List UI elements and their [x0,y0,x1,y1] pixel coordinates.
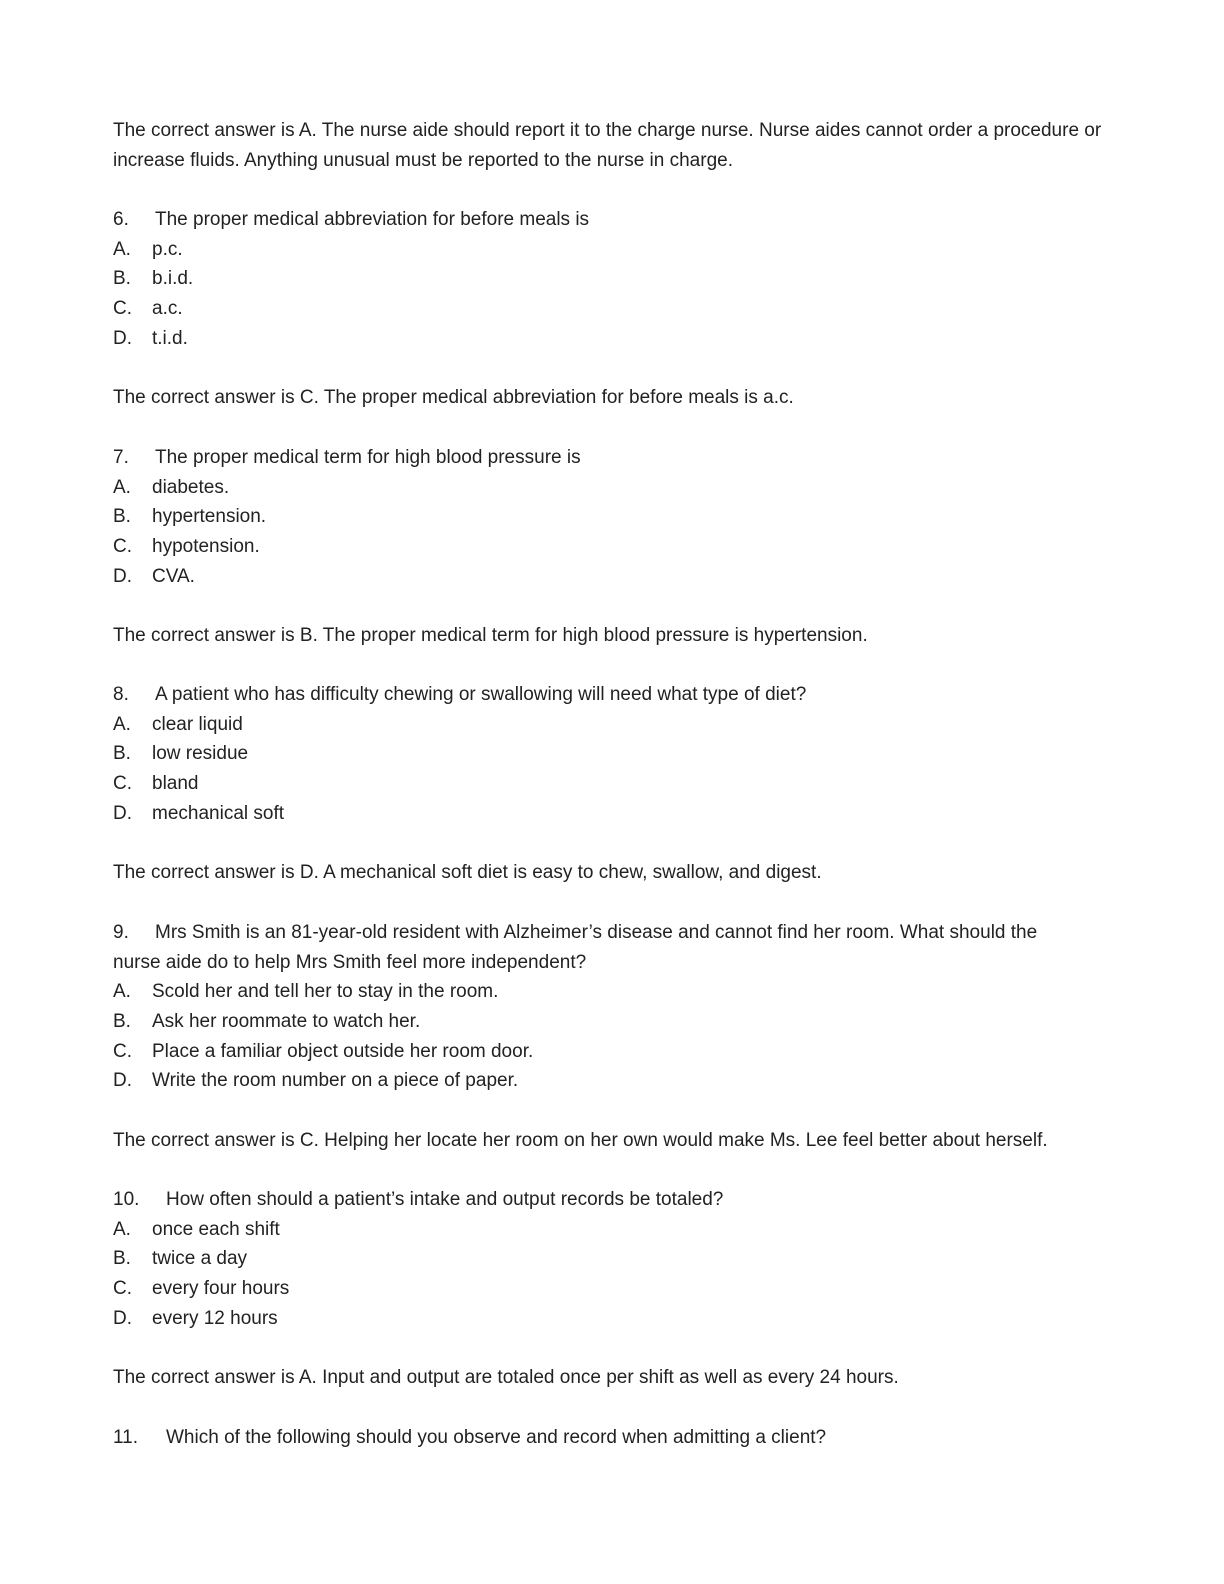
option-letter: B. [113,1248,131,1270]
question-11 [113,1423,1103,1453]
option-text: a.c. [152,298,183,320]
option-letter: B. [113,268,131,290]
option-text: p.c. [152,238,183,260]
question-stem [113,443,1103,473]
question-6 [113,205,1103,353]
question-stem [113,1185,1103,1215]
question-number: 8. [113,684,129,705]
answer-explanation-6: The correct answer is C. The proper medical abbreviation for before meals is a.c. [113,387,794,408]
option-text: mechanical soft [152,802,285,824]
question-number: 10. [113,1189,140,1210]
option-b [113,1244,1103,1274]
question-number: 7. [113,447,129,468]
answer-explanation-9: The correct answer is C. Helping her locate her room on her own would make Ms. Lee feel better about herself. [113,1130,1048,1151]
option-letter: D. [113,327,132,349]
option-text: hypotension. [152,536,260,558]
option-letter: D. [113,802,132,824]
option-text: Place a familiar object outside her room door. [152,1040,534,1062]
option-text: t.i.d. [152,327,188,349]
option-b [113,502,1103,532]
option-text: diabetes. [152,476,230,498]
option-text: Ask her roommate to watch her. [152,1011,421,1033]
option-letter: A. [113,1218,131,1240]
question-text-continued: nurse aide do to help Mrs Smith feel more independent? [113,951,587,973]
question-text: The proper medical abbreviation for before meals is [155,209,590,230]
option-text: low residue [152,743,249,765]
question-7 [113,443,1103,591]
option-b [113,739,1103,769]
option-text: once each shift [152,1218,280,1240]
option-letter: C. [113,773,132,795]
question-number: 9. [113,922,129,943]
option-d [113,1066,1103,1096]
option-text: hypertension. [152,506,267,528]
option-d [113,1304,1103,1334]
option-letter: A. [113,476,131,498]
option-c [113,769,1103,799]
option-d [113,324,1103,354]
option-a [113,1215,1103,1245]
question-text: The proper medical term for high blood pressure is [155,447,581,468]
option-text: Scold her and tell her to stay in the room. [152,981,499,1003]
option-letter: B. [113,506,131,528]
option-a [113,235,1103,265]
option-letter: A. [113,981,131,1003]
question-number: 6. [113,209,129,230]
question-text: How often should a patient’s intake and output records be totaled? [166,1189,724,1210]
option-text: twice a day [152,1248,248,1270]
option-a [113,473,1103,503]
option-text: every four hours [152,1278,290,1300]
question-stem [113,680,1103,710]
option-text: Write the room number on a piece of paper. [152,1070,519,1092]
option-text: bland [152,773,199,795]
question-text: Which of the following should you observe and record when admitting a client? [166,1427,827,1448]
option-letter: D. [113,1070,132,1092]
option-a [113,710,1103,740]
question-number: 11. [113,1427,139,1448]
option-text: b.i.d. [152,268,194,290]
option-letter: D. [113,565,132,587]
question-stem [113,1423,1103,1453]
option-c [113,532,1103,562]
option-letter: B. [113,1011,131,1033]
answer-explanation-10: The correct answer is A. Input and output are totaled once per shift as well as every 24 hours. [113,1367,899,1388]
option-d [113,799,1103,829]
option-letter: C. [113,1040,132,1062]
question-9 [113,918,1103,1096]
option-letter: C. [113,298,132,320]
question-stem [113,205,1103,235]
question-10 [113,1185,1103,1333]
option-a [113,977,1103,1007]
question-stem [113,918,1103,948]
option-text: clear liquid [152,713,243,735]
option-letter: C. [113,1278,132,1300]
question-text: A patient who has difficulty chewing or swallowing will need what type of diet? [155,684,807,705]
option-b [113,264,1103,294]
option-b [113,1007,1103,1037]
question-8 [113,680,1103,828]
option-letter: D. [113,1307,132,1329]
answer-explanation-7: The correct answer is B. The proper medical term for high blood pressure is hypertension. [113,625,868,646]
intro-explanation: The correct answer is A. The nurse aide should report it to the charge nurse. Nurse aides cannot order a procedure or increase fluids. Anything unusual must be reported to the nurse in charge. [113,120,1102,171]
option-c [113,1037,1103,1067]
option-letter: A. [113,713,131,735]
option-c [113,294,1103,324]
option-c [113,1274,1103,1304]
option-letter: A. [113,238,131,260]
answer-explanation-8: The correct answer is D. A mechanical soft diet is easy to chew, swallow, and digest. [113,862,822,883]
option-text: every 12 hours [152,1307,278,1329]
question-text: Mrs Smith is an 81-year-old resident with Alzheimer’s disease and cannot find her room. What should the [155,922,1038,943]
option-letter: C. [113,536,132,558]
option-d [113,562,1103,592]
option-letter: B. [113,743,131,765]
option-text: CVA. [152,565,195,587]
